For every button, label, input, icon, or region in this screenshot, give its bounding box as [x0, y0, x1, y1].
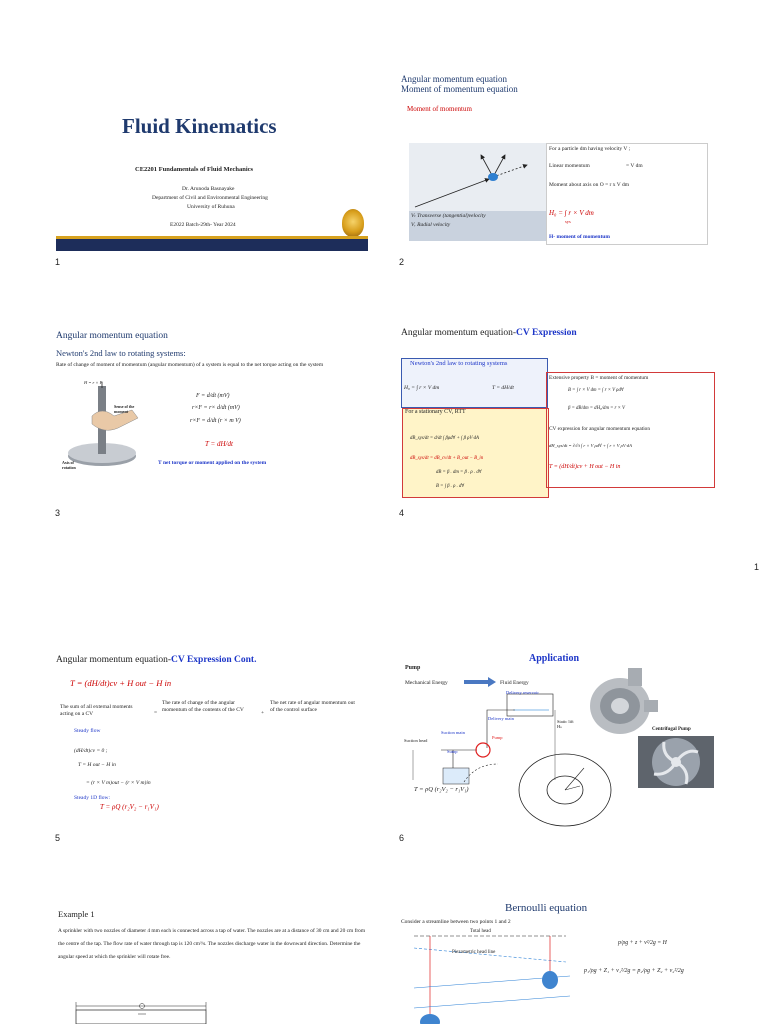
slide3-eq3: r×F = d/dt (r × m V): [190, 418, 241, 424]
slide4-box2-eq3: dB = β . dm = β . ρ . d∀: [436, 470, 482, 475]
slide6-centrifugal: Centrifugal Pump: [652, 727, 691, 732]
slide5-s2: T = H out − H in: [78, 762, 116, 768]
slide2-line3: Moment about axis on O = r x V dm: [549, 182, 630, 188]
slide5-steady1d: Steady 1D flow:: [74, 795, 111, 801]
slide1-author: Dr. Arunoda Basnayake: [182, 186, 235, 192]
slide8-title: Bernoulli equation: [505, 902, 588, 914]
slide4-box3-eq2: β = dB/dm = dH₀/dm = r × V: [568, 406, 625, 411]
slide1-title: Fluid Kinematics: [122, 114, 277, 138]
slide5-plus: +: [261, 710, 265, 716]
slide3-eq1: F = d/dt (mV): [196, 393, 230, 399]
slide6-title: Application: [529, 653, 580, 664]
slide3-fig-top: H = r × P: [84, 380, 103, 385]
slide3-note: T net torque or moment applied on the system: [158, 460, 267, 466]
slide3-fig-sense: Sense of the moment: [114, 404, 135, 414]
slide3-rotation-figure: [62, 380, 162, 472]
slide6-eq: T = ρQ (r₂V₂ − r₁V₁): [414, 786, 469, 793]
slide2-line1: For a particle dm having velocity V ;: [549, 146, 631, 152]
slide6-sump: Sump: [447, 749, 458, 754]
slide2-title2: Moment of momentum equation: [401, 84, 518, 94]
slide5-s3: = (r × V m)out − (r × V m)in: [86, 780, 151, 786]
slide1-number: 1: [55, 257, 61, 267]
slide4-box3-t: CV expression for angular momentum equation: [549, 426, 650, 432]
slide4-title-b: CV Expression: [516, 328, 577, 338]
slide5-col3: The net rate of angular momentum out of the control surface: [270, 700, 355, 713]
slide5-final: T = ρQ (r₂V₂ − r₁V₁): [100, 803, 159, 811]
slide6-static: Static lift Hₛ: [557, 719, 574, 729]
slide2-equation: H₀ = ∫ r × V dm: [549, 209, 594, 217]
slide2-vt-label: Vₜ Transverse (tangential)velocity: [411, 213, 486, 219]
slide2-eq-sub: sys: [565, 219, 571, 224]
slide4-box1-eq1: H₀ = ∫ r × V dm: [404, 385, 440, 391]
slide4-title-a: Angular momentum equation-: [401, 328, 517, 338]
bernoulli-diagram: [400, 928, 580, 1024]
slide5-col1: The sum of all external moments acting on a CV: [60, 704, 133, 717]
slide5-title-b: CV Expression Cont.: [171, 655, 257, 665]
slide6-number: 6: [399, 833, 405, 843]
slide4-box3-eq1: B = ∫ r × V dm = ∫ r × V ρd∀: [568, 388, 624, 393]
slide4-box1-eq2: T = dH/dt: [492, 385, 514, 391]
slide6-delivery-main: Delivery main: [488, 716, 514, 721]
slide1-dept: Department of Civil and Environmental Engineering: [152, 195, 268, 201]
slide2-line2b: = V dm: [626, 163, 643, 169]
slide1-uni: University of Ruhuna: [187, 204, 235, 210]
slide4-box3-eq4: T = (dH/dt)cv + H out − H in: [549, 464, 621, 470]
slide1-band-navy: [56, 239, 368, 251]
slide8-sub: Consider a streamline between two points 1 and 2: [401, 919, 511, 925]
slide6-pump: Pump: [405, 665, 421, 671]
slide3-number: 3: [55, 508, 61, 518]
slide8-eq-right: p/ρg + z + v²/2g = H: [618, 940, 667, 946]
slide8-piezo: Piezometric head line: [452, 950, 496, 955]
impeller-image: [638, 736, 714, 788]
slide6-suction-head: Suction head: [404, 738, 428, 743]
slide7-title: Example 1: [58, 909, 95, 919]
slide5-eq-top: T = (dH/dt)cv + H out − H in: [70, 678, 172, 688]
slide3-eq2: r×F = r× d/dt (mV): [192, 405, 240, 411]
slide4-box3-title: Extensive property B = moment of momentum: [549, 375, 649, 381]
slide8-total-head: Total head: [470, 929, 491, 934]
slide1-course: CE2201 Fundamentals of Fluid Mechanics: [135, 166, 254, 173]
centrifugal-pump-image: [584, 666, 660, 740]
slide6-mech: Mechanical Energy: [405, 680, 448, 686]
slide6-inlet-arrows: [462, 760, 502, 784]
slide6-delivery-res: Delivery reservoir: [506, 690, 539, 695]
slide7-text: A sprinkler with two nozzles of diameter 4 mm each is connected across a tap of water. The nozzles are at a distance of 30 cm and 20 cm from the centre of the tap. The flow rate of water through tap is 120 cm³/s. The nozzles discharge water in the downward direction. Determine the angular speed at which the sprinkler will rotate free.: [58, 928, 366, 960]
slide4-box2-eq2: dB_sys/dt = dB_cv/dt + B_out − B_in: [410, 456, 484, 461]
sprinkler-diagram: [72, 1000, 210, 1024]
slide5-number: 5: [55, 833, 61, 843]
page-number: 1: [754, 562, 760, 572]
slide5-steady: Steady flow: [74, 728, 101, 734]
slide5-col2: The rate of change of the angular momentum of the contents of the CV: [162, 700, 244, 713]
slide4-box2-eq1: dB_sys/dt = d/dt ∫ βρd∀ + ∫ β ρV·dA: [410, 436, 479, 441]
slide4-box2-eq4: B = ∫ β . ρ . d∀: [436, 484, 465, 489]
slide3-eq4: T = dH/dt: [205, 440, 233, 448]
slide5-s1: (dH/dt)cv = 0 ;: [74, 748, 108, 754]
slide4-box-rtt: [402, 408, 549, 498]
slide2-vr-label: Vᵣ Radial velocity: [411, 222, 451, 228]
slide2-text-box: [546, 143, 708, 245]
slide2-sub: Moment of momentum: [407, 105, 472, 113]
slide6-energy-arrow: [464, 677, 496, 687]
slide4-box2-title: For a stationary CV, RTT: [405, 409, 466, 415]
slide4-title: [401, 328, 577, 338]
slide6-disk-diagram: [510, 750, 620, 830]
slide5-title: [56, 655, 256, 665]
slide4-number: 4: [399, 508, 405, 518]
slide6-suction-main: Suction main: [441, 730, 465, 735]
slide4-box1-title: Newton's 2nd law to rotating systems: [410, 360, 508, 367]
university-logo: [342, 209, 364, 237]
slide3-title: Angular momentum equation: [56, 331, 168, 341]
slide5-eqsign: =: [154, 710, 158, 716]
slide2-line2: Linear momentum: [549, 163, 590, 169]
slide2-h-label: H- moment of momentum: [549, 234, 610, 240]
slide3-fig-axis: Axis of rotation: [62, 460, 76, 470]
slide2-title1: Angular momentum equation: [401, 74, 507, 84]
slide4-box3-eq3: dH_sys/dt = ∂/∂t ∫ r × V ρd∀ + ∫ r × V ρV·dA: [549, 443, 632, 448]
slide6-fluid: Fluid Energy: [500, 680, 529, 686]
slide1-batch: E2022 Batch-29th- Year 2024: [170, 222, 236, 228]
slide2-number: 2: [399, 257, 405, 267]
slide6-pump-lbl: Pump: [492, 735, 503, 740]
slide5-title-a: Angular momentum equation-: [56, 655, 172, 665]
slide8-eq-long: p₁/ρg + Z₁ + v₁²/2g = p₂/ρg + Z₂ + v₂²/2g: [584, 968, 684, 974]
slide3-desc: Rate of change of moment of momentum (angular momentum) of a system is equal to the net torque acting on the system: [56, 362, 324, 368]
slide3-sub: Newton's 2nd law to rotating systems:: [56, 348, 186, 358]
